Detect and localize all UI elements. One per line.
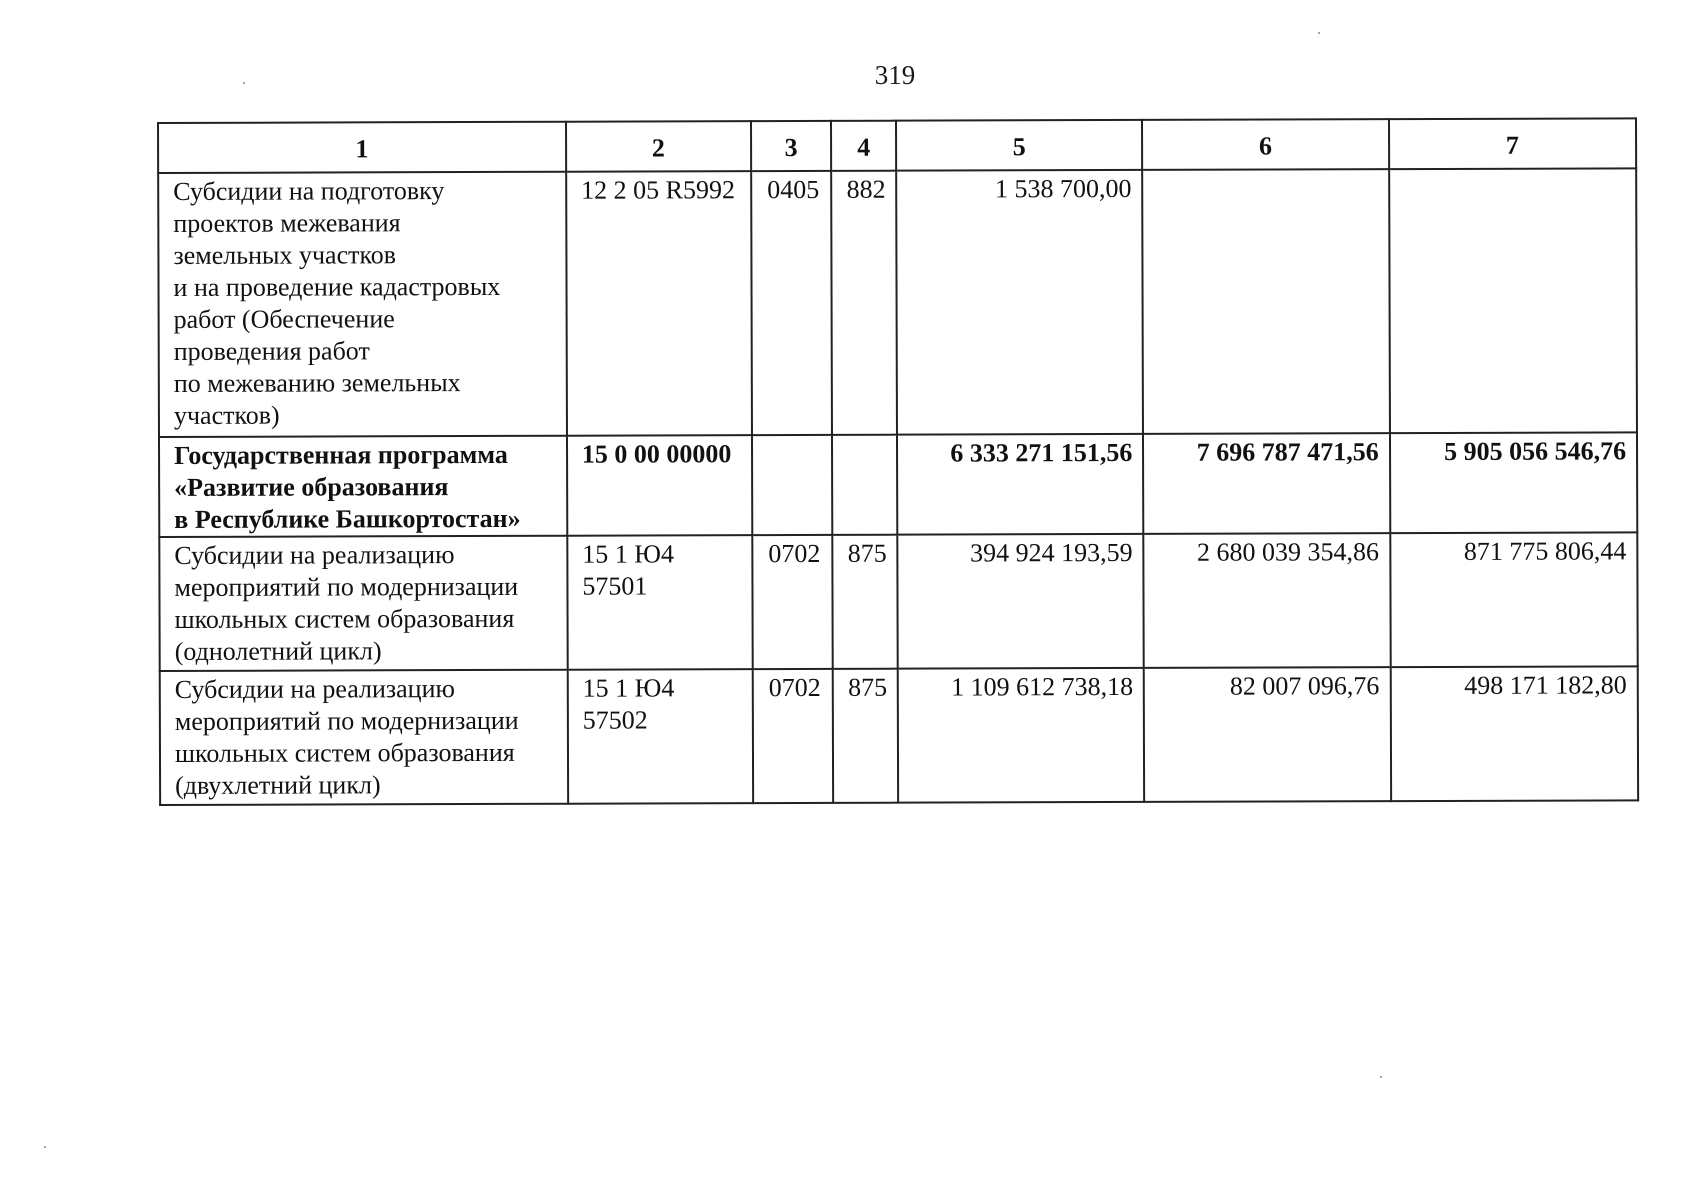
expense-name-cell (160, 670, 568, 805)
budget-table (157, 117, 1639, 806)
scan-speck (44, 1146, 46, 1148)
expense-name-line: Субсидии на реализацию (174, 540, 455, 570)
expense-name-line: участков) (173, 400, 280, 430)
scan-speck (243, 82, 245, 84)
expense-type-cell: 875 (833, 535, 898, 669)
expense-name-line: в Республике Башкортостан» (174, 503, 521, 534)
amount-col7-cell: 871 775 806,44 (1390, 532, 1638, 667)
expense-type-cell: 882 (832, 171, 897, 435)
expense-name-line: «Развитие образования (174, 472, 449, 502)
table-row-program-total (159, 432, 1637, 537)
expense-name-line: (двухлетний цикл) (175, 770, 381, 800)
expense-name-cell (159, 436, 567, 537)
amount-col5-cell: 394 924 193,59 (897, 534, 1144, 669)
expense-name-line: школьных систем образования (174, 603, 515, 634)
amount-col6-cell: 2 680 039 354,86 (1144, 533, 1391, 668)
expense-name-line: Государственная программа (174, 439, 508, 470)
amount-col5-cell: 1 538 700,00 (896, 170, 1143, 435)
amount-col6-cell: 7 696 787 471,56 (1143, 433, 1390, 534)
amount-col5-cell: 1 109 612 738,18 (898, 668, 1145, 803)
target-article-cell: 15 0 00 00000 (567, 435, 752, 536)
target-article-cell: 15 1 Ю4 57501 (567, 535, 752, 670)
expense-type-cell: 875 (833, 669, 898, 803)
section-code-cell: 0702 (752, 535, 833, 669)
table-row (160, 666, 1638, 805)
amount-col6-cell: 82 007 096,76 (1144, 667, 1391, 802)
amount-col5-cell: 6 333 271 151,56 (897, 434, 1144, 535)
expense-type-cell (832, 435, 897, 535)
section-code-cell: 0405 (751, 171, 833, 435)
scan-speck (1380, 1076, 1382, 1078)
column-header: 4 (831, 121, 896, 171)
expense-name-line: (однолетний цикл) (174, 636, 382, 666)
expense-name-cell (158, 172, 567, 437)
table-header-row (158, 118, 1636, 173)
expense-name-line: по межеванию земельных (173, 368, 461, 398)
column-header: 3 (751, 121, 832, 171)
expense-name-line: Субсидии на подготовку (173, 176, 445, 206)
amount-col6-cell (1142, 169, 1389, 434)
expense-name-line: мероприятий по модернизации (174, 571, 519, 602)
expense-name-line: земельных участков (173, 240, 397, 270)
amount-col7-cell: 5 905 056 546,76 (1390, 432, 1638, 533)
expense-name-line: проектов межевания (173, 208, 401, 238)
column-header: 6 (1142, 119, 1388, 170)
section-code-cell (752, 435, 833, 535)
table-row (159, 532, 1637, 671)
table-row (158, 168, 1637, 437)
expense-name-line: работ (Обеспечение (173, 304, 395, 334)
target-article-cell: 15 1 Ю4 57502 (568, 669, 753, 804)
expense-name-line: Субсидии на реализацию (174, 674, 455, 704)
column-header: 2 (566, 121, 751, 172)
expense-name-line: проведения работ (173, 336, 370, 366)
column-header: 1 (158, 122, 566, 173)
expense-name-line: и на проведение кадастровых (173, 271, 501, 302)
expense-name-line: школьных систем образования (174, 737, 515, 768)
expense-name-cell (159, 536, 567, 671)
amount-col7-cell: 498 171 182,80 (1390, 666, 1638, 801)
scan-speck (1318, 32, 1320, 34)
amount-col7-cell (1389, 168, 1637, 433)
target-article-cell: 12 2 05 R5992 (566, 171, 752, 436)
column-header: 5 (896, 120, 1142, 171)
expense-name-line: мероприятий по модернизации (174, 705, 519, 736)
section-code-cell: 0702 (752, 669, 833, 803)
page-number: 319 (874, 60, 916, 90)
column-header: 7 (1389, 118, 1637, 169)
